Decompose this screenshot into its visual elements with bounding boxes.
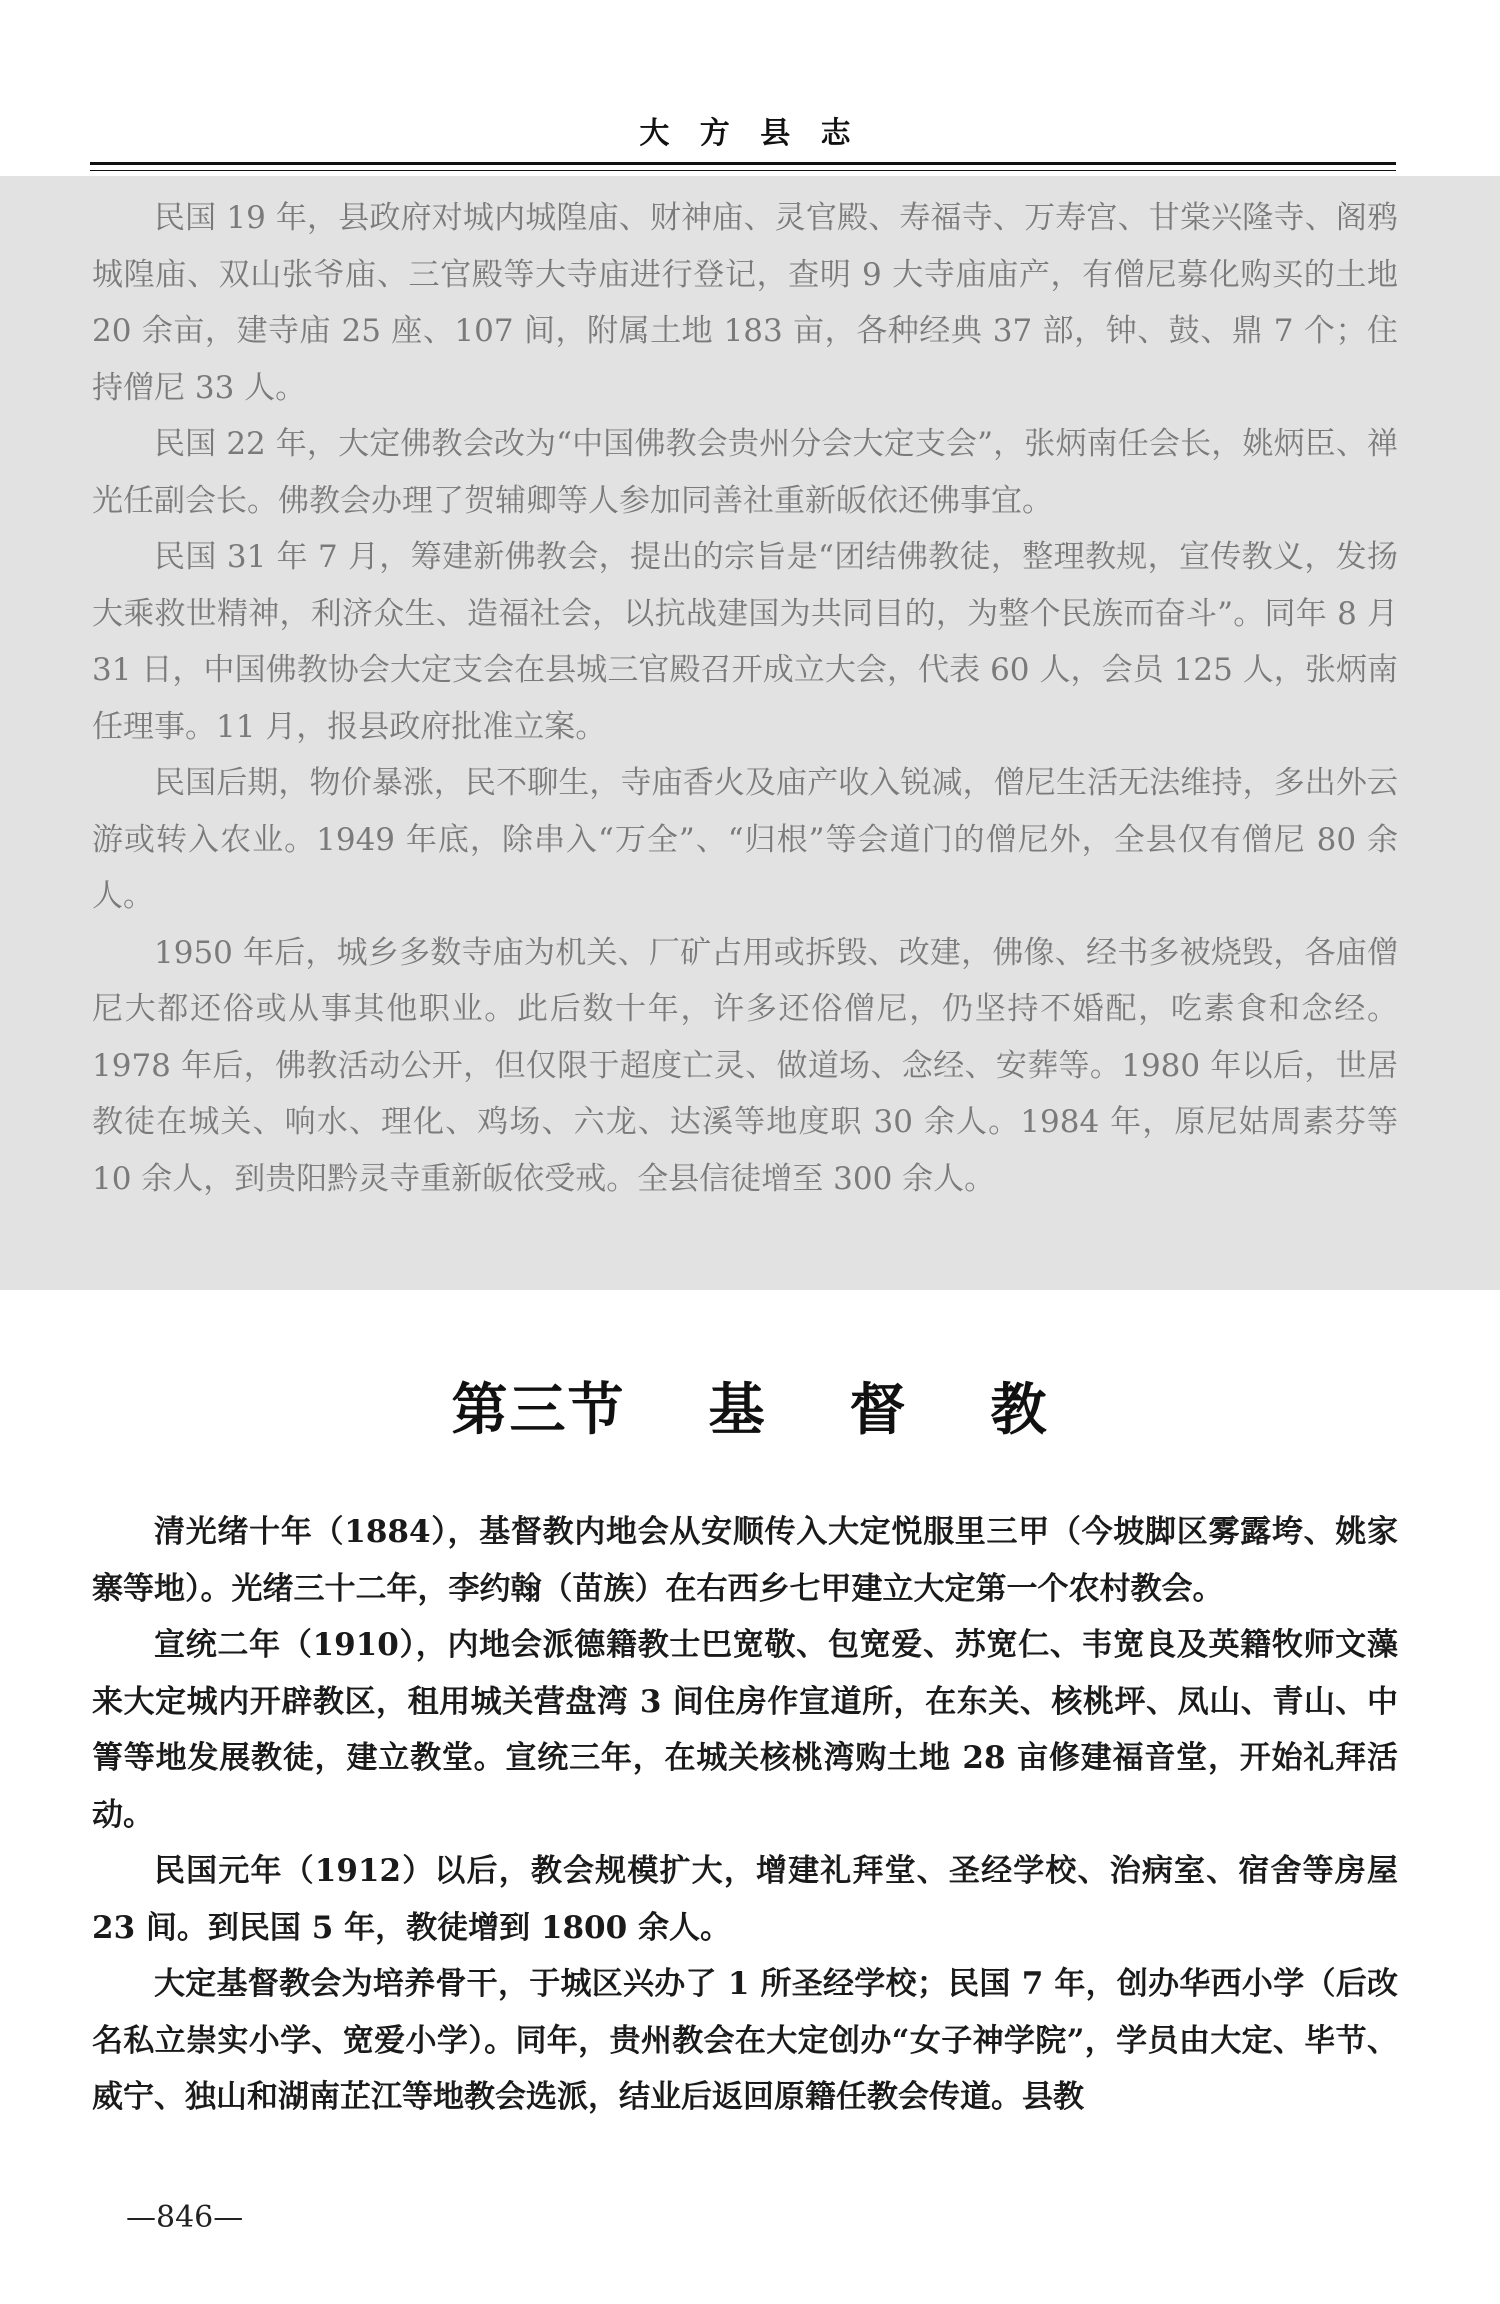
shaded-paragraph-4: 民国后期，物价暴涨，民不聊生，寺庙香火及庙产收入锐减，僧尼生活无法维持，多出外云游或转入农业。1949 年底，除串入“万全”、“归根”等会道门的僧尼外，全县仅有僧尼 80 余人。 (92, 765, 1398, 914)
section-title-prefix: 第三节 (451, 1377, 626, 1443)
shaded-paragraph-2: 民国 22 年，大定佛教会改为“中国佛教会贵州分会大定支会”，张炳南任会长，姚炳臣、禅光任副会长。佛教会办理了贺辅卿等人参加同善社重新皈依还佛事宜。 (92, 426, 1398, 519)
page-number: —846— (126, 2200, 244, 2235)
section-title-char-3: 教 (990, 1377, 1049, 1443)
shaded-text-block (92, 190, 1398, 1207)
body-paragraph-2: 宣统二年（1910），内地会派德籍教士巴宽敬、包宽爱、苏宽仁、韦宽良及英籍牧师文藻来大定城内开辟教区，租用城关营盘湾 3 间住房作宣道所，在东关、核桃坪、凤山、青山、中箐等地发展教徒，建立教堂。宣统三年，在城关核桃湾购土地 28 亩修建福音堂，开始礼拜活动。 (92, 1627, 1398, 1833)
section-title-char-2: 督 (849, 1377, 908, 1443)
shaded-paragraph-5: 1950 年后，城乡多数寺庙为机关、厂矿占用或拆毁、改建，佛像、经书多被烧毁，各庙僧尼大都还俗或从事其他职业。此后数十年，许多还俗僧尼，仍坚持不婚配，吃素食和念经。1978 年后，佛教活动公开，但仅限于超度亡灵、做道场、念经、安葬等。1980 年以后，世居教徒在城关、响水、理化、鸡场、六龙、达溪等地度职 30 余人。1984 年，原尼姑周素芬等 10 余人，到贵阳黔灵寺重新皈依受戒。全县信徒增至 300 余人。 (92, 934, 1398, 1197)
shaded-paragraph-1: 民国 19 年，县政府对城内城隍庙、财神庙、灵官殿、寿福寺、万寿宫、甘棠兴隆寺、阁鸦城隍庙、双山张爷庙、三官殿等大寺庙进行登记，查明 9 大寺庙庙产，有僧尼募化购买的土地 20 余亩，建寺庙 25 座、107 间，附属土地 183 亩，各种经典 37 部，钟、鼓、鼎 7 个；住持僧尼 33 人。 (92, 200, 1398, 406)
header-rule (90, 162, 1396, 171)
page-header: 大 方 县 志 (639, 116, 861, 151)
body-paragraph-4: 大定基督教会为培养骨干，于城区兴办了 1 所圣经学校；民国 7 年，创办华西小学（后改名私立崇实小学、宽爱小学）。同年，贵州教会在大定创办“女子神学院”，学员由大定、毕节、威宁、独山和湖南芷江等地教会选派，结业后返回原籍任教会传道。县教 (92, 1966, 1398, 2115)
body-paragraph-1: 清光绪十年（1884），基督教内地会从安顺传入大定悦服里三甲（今坡脚区雾露垮、姚家寨等地）。光绪三十二年，李约翰（苗族）在右西乡七甲建立大定第一个农村教会。 (92, 1514, 1398, 1607)
body-text-block (92, 1504, 1398, 2126)
section-title-char-1: 基 (708, 1377, 767, 1443)
body-paragraph-3: 民国元年（1912）以后，教会规模扩大，增建礼拜堂、圣经学校、治病室、宿舍等房屋 23 间。到民国 5 年，教徒增到 1800 余人。 (92, 1853, 1398, 1946)
section-title (0, 1366, 1500, 1446)
shaded-paragraph-3: 民国 31 年 7 月，筹建新佛教会，提出的宗旨是“团结佛教徒，整理教规，宣传教义，发扬大乘救世精神，利济众生、造福社会，以抗战建国为共同目的，为整个民族而奋斗”。同年 8 月 31 日，中国佛教协会大定支会在县城三官殿召开成立大会，代表 60 人，会员 125 人，张炳南任理事。11 月，报县政府批准立案。 (92, 539, 1398, 745)
